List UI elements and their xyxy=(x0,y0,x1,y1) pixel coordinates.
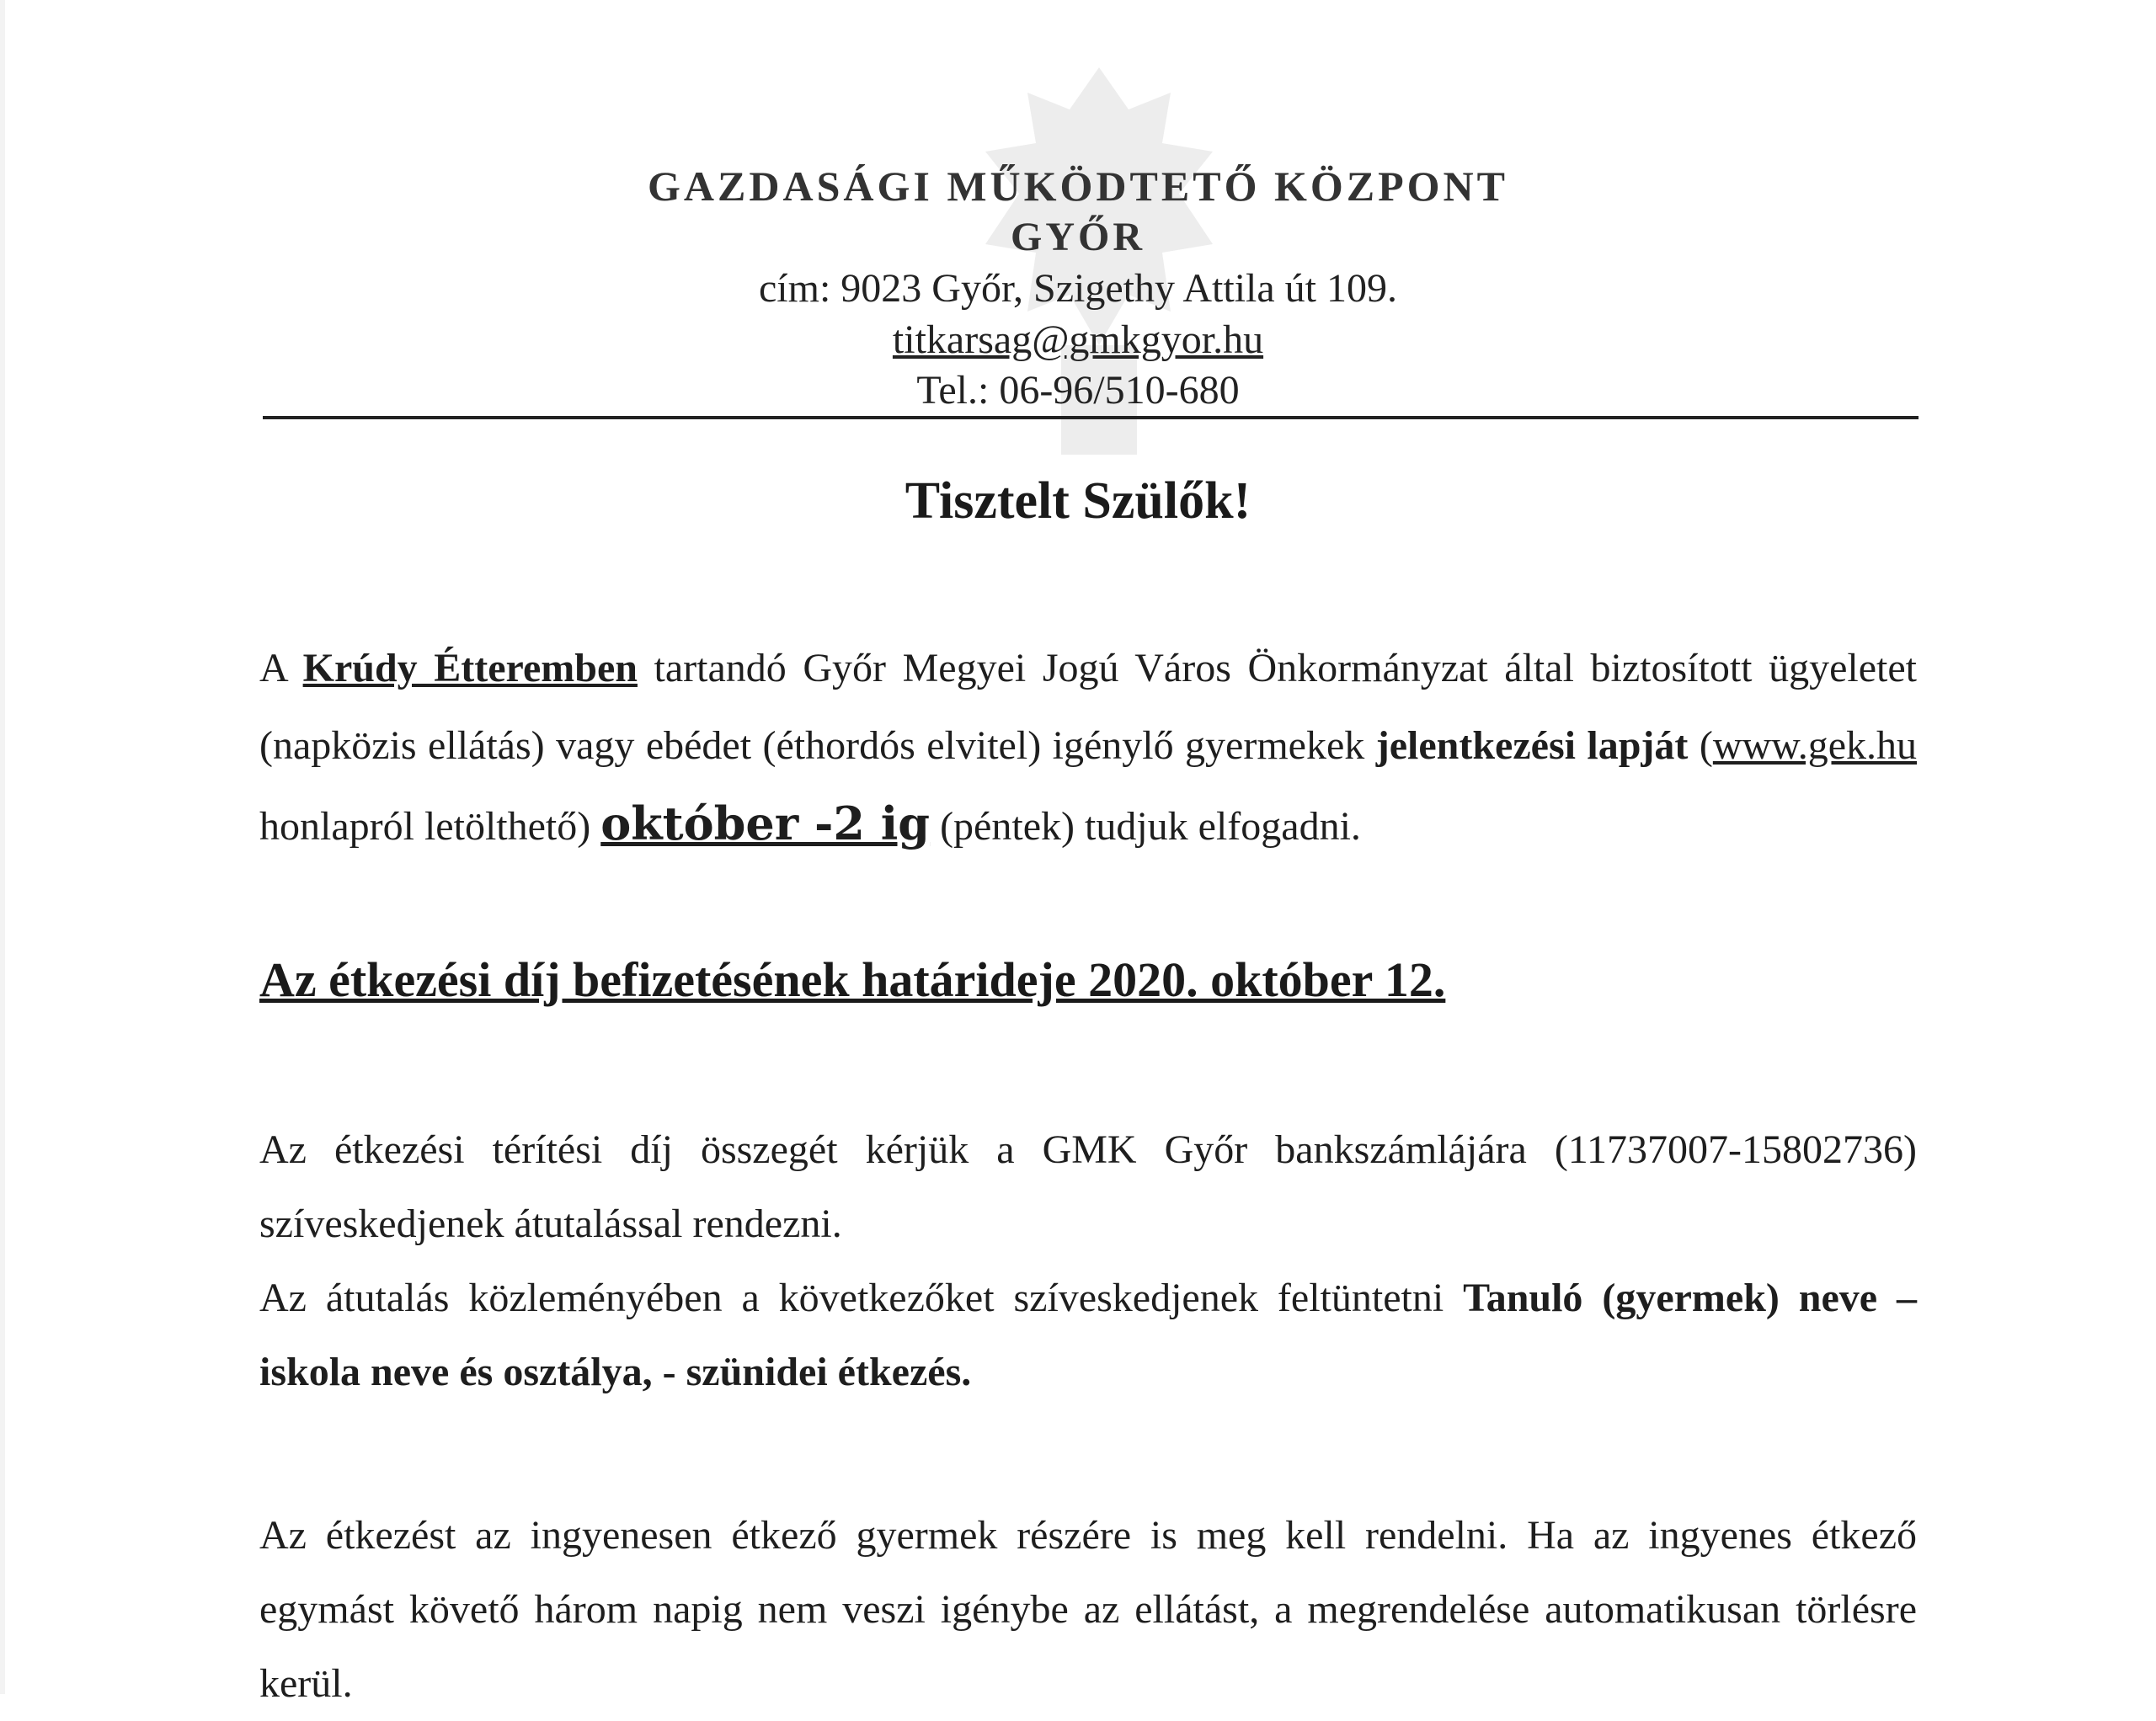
p1-text-4: honlapról letölthető) xyxy=(259,804,601,849)
phone-number: Tel.: 06-96/510-680 xyxy=(916,368,1240,413)
payment-paragraph xyxy=(259,1113,1917,1409)
registration-form-label: jelentkezési lapját xyxy=(1375,723,1689,768)
p1-text-3: ( xyxy=(1688,723,1713,768)
payment-deadline-heading: Az étkezési díj befizetésének határideje 2020. október 12. xyxy=(259,952,1446,1007)
p1-text-5: (péntek) tudjuk elfogadni. xyxy=(930,804,1361,849)
email-link[interactable]: titkarsag@gmkgyor.hu xyxy=(892,317,1264,362)
payment-instructions: Az étkezési térítési díj összegét kérjük a GMK Győr bankszámlájára (11737007-15802736) szíveskedjenek átutalással rendezni. xyxy=(259,1127,1917,1246)
registration-paragraph xyxy=(259,630,1917,866)
salutation-heading: Tisztelt Szülők! xyxy=(905,472,1251,530)
transfer-note-required-fields: Tanuló (gyermek) neve – iskola neve és osztálya, - szünidei étkezés. xyxy=(259,1276,1917,1394)
free-meal-paragraph: Az étkezést az ingyenesen étkező gyermek részére is meg kell rendelni. Ha az ingyenes étkező egymást követő három napig nem veszi igénybe az ellátást, a megrendelése automatikusan törlésre kerül. xyxy=(259,1513,1917,1706)
transfer-note xyxy=(259,1261,1917,1409)
address: cím: 9023 Győr, Szigethy Attila út 109. xyxy=(758,266,1397,311)
letterhead xyxy=(0,160,2156,416)
restaurant-name: Krúdy Étteremben xyxy=(302,646,638,690)
transfer-note-text: Az átutalás közleményében a következőket szíveskedjenek feltüntetni xyxy=(259,1276,1464,1320)
website-link[interactable]: www.gek.hu xyxy=(1712,723,1918,768)
organization-name: GAZDASÁGI MŰKÖDTETŐ KÖZPONT xyxy=(648,163,1508,210)
header-divider xyxy=(263,416,1919,419)
organization-city: GYŐR xyxy=(1011,215,1145,259)
p1-text-2: tartandó Győr Megyei Jogú Város Önkormányzat által biztosított ügyeletet (napközis ellátás) vagy ebédet (éthordós elvitel) igénylő gyermekek xyxy=(259,646,1918,768)
registration-deadline: október -2 ig xyxy=(600,797,931,850)
p1-text-1: A xyxy=(259,646,303,690)
